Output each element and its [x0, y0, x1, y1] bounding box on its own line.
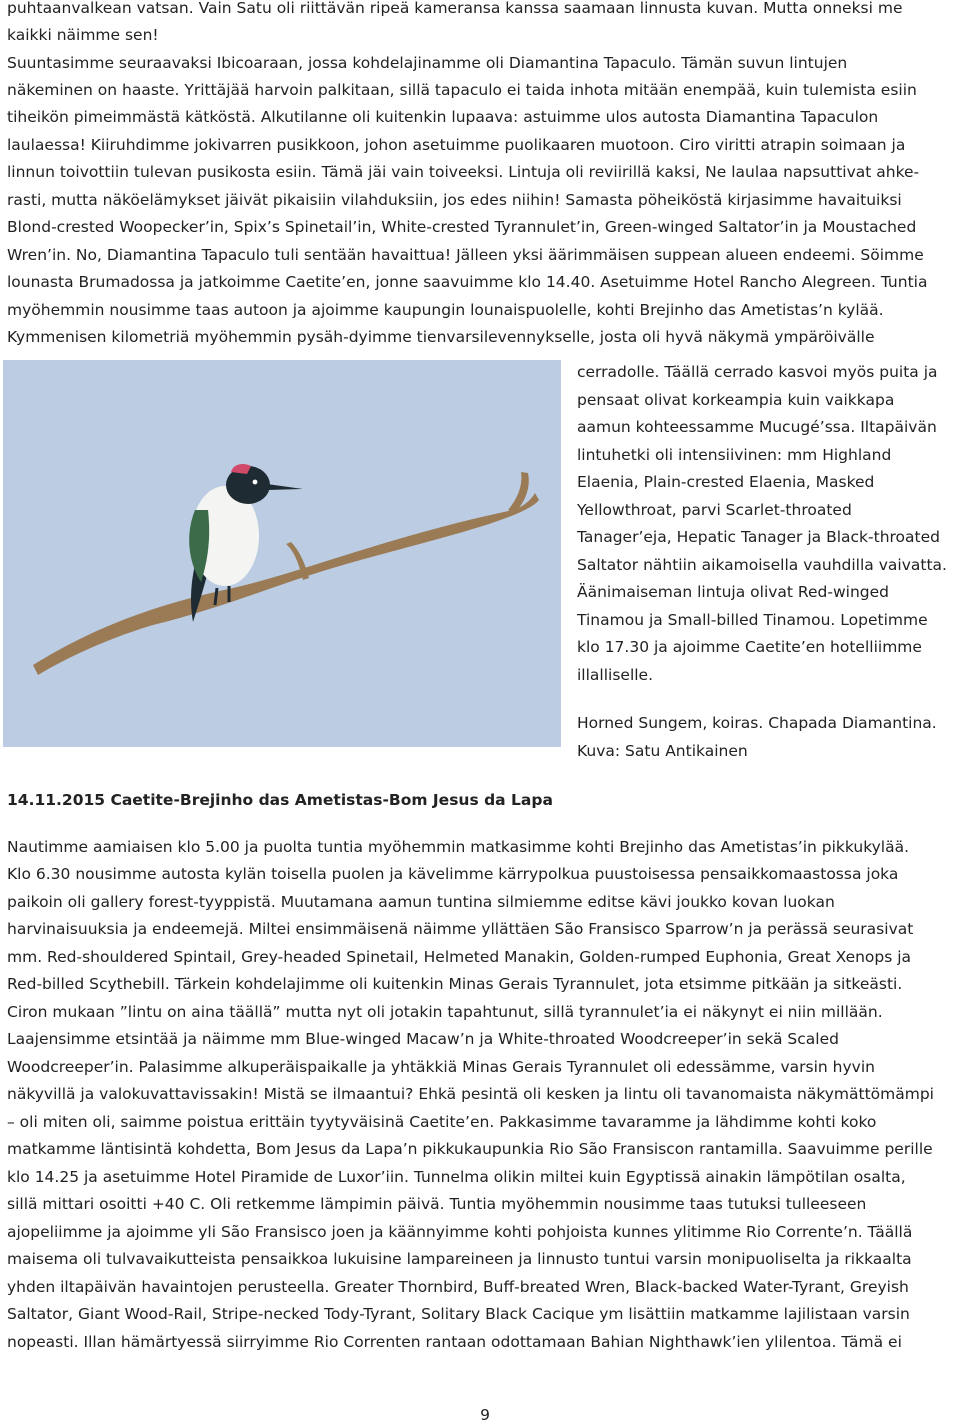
text-line: tiheikön pimeimmästä kätköstä. Alkutilanne oli kuitenkin lupaava: astuimme ulos autosta Diamantina Tapaculon — [7, 108, 879, 126]
text-line: – oli miten oli, saimme poistua erittäin tyytyväisinä Caetite’en. Pakkasimme tavaramme ja lähdimme kohti koko — [7, 1113, 877, 1131]
bird-leg — [215, 588, 217, 605]
text-line: Kymmenisen kilometriä myöhemmin pysäh-dyimme tienvarsilevennykselle, josta oli hyvä näkymä ympäröivälle — [7, 328, 875, 346]
bird-photo — [3, 360, 561, 747]
side-text-line: cerradolle. Täällä cerrado kasvoi myös puita ja — [577, 363, 938, 381]
side-text-line: aamun kohteessamme Mucugé’ssa. Iltapäivän — [577, 418, 937, 436]
text-line: matkamme läntisintä kohdetta, Bom Jesus da Lapa’n pikkukaupunkia Rio São Fransiscon rantamilla. Saavuimme perille — [7, 1140, 933, 1158]
photo-caption: Horned Sungem, koiras. Chapada Diamantina. — [577, 714, 937, 732]
side-text-line: Yellowthroat, parvi Scarlet-throated — [577, 501, 852, 519]
side-text-line: Saltator nähtiin aikamoisella vauhdilla vaivatta. — [577, 556, 947, 574]
horned-sungem-illustration — [3, 360, 561, 747]
text-line: mm. Red-shouldered Spintail, Grey-headed Spinetail, Helmeted Manakin, Golden-rumped Euphonia, Great Xenops ja — [7, 948, 912, 966]
text-line: harvinaisuuksia ja endeemejä. Miltei ensimmäisenä näimme yllättäen São Fransisco Sparrow’n ja perässä seurasivat — [7, 920, 914, 938]
photo-credit: Kuva: Satu Antikainen — [577, 742, 748, 760]
side-text-line: Tanager’eja, Hepatic Tanager ja Black-throated — [577, 528, 940, 546]
side-text-line: pensaat olivat korkeampia kuin vaikkapa — [577, 391, 895, 409]
text-line: näkeminen on haaste. Yrittäjää harvoin palkitaan, sillä tapaculo ei taida inhota mitään enempää, kuin tulemista esiin — [7, 81, 917, 99]
text-line: Red-billed Scythebill. Tärkein kohdelajimme oli kuitenkin Minas Gerais Tyrannulet, jota etsimme pitkään ja sitkeästi. — [7, 975, 903, 993]
side-text-line: Tinamou ja Small-billed Tinamou. Lopetimme — [577, 611, 928, 629]
sky-background — [3, 360, 561, 747]
side-text-line: klo 17.30 ja ajoimme Caetite’en hotelliimme — [577, 638, 922, 656]
text-line: Wren’in. No, Diamantina Tapaculo tuli sentään havaittua! Jälleen yksi äärimmäisen suppean alueen endeemi. Söimme — [7, 246, 924, 264]
text-line: Laajensimme etsintää ja näimme mm Blue-winged Macaw’n ja White-throated Woodcreeper’in sekä Scaled — [7, 1030, 839, 1048]
section-heading: 14.11.2015 Caetite-Brejinho das Ametistas-Bom Jesus da Lapa — [7, 791, 553, 809]
text-line: sillä mittari osoitti +40 C. Oli retkemme lämpimin päivä. Tuntia myöhemmin nousimme taas tutuksi tulleeseen — [7, 1195, 867, 1213]
text-line: klo 14.25 ja asetuimme Hotel Piramide de Luxor’iin. Tunnelma olikin miltei kuin Egyptissä ainakin lämpötilan osalta, — [7, 1168, 906, 1186]
text-line: Saltator, Giant Wood-Rail, Stripe-necked Tody-Tyrant, Solitary Black Cacique ym lisättiin matkamme lajilistaan varsin — [7, 1305, 910, 1323]
text-line: linnun toivottiin tulevan pusikosta esiin. Tämä jäi vain toiveeksi. Lintuja oli reviirillä kaksi, Ne laulaa napsuttivat ahke- — [7, 163, 920, 181]
text-line: kaikki näimme sen! — [7, 26, 159, 44]
text-line: yhden iltapäivän havaintojen perusteella. Greater Thornbird, Buff-breated Wren, Black-backed Water-Tyrant, Greyish — [7, 1278, 909, 1296]
text-line: paikoin oli gallery forest-tyyppistä. Muutamana aamun tuntina silmiemme editse kävi joukko kovan luokan — [7, 893, 835, 911]
page-number: 9 — [480, 1406, 490, 1424]
text-line: Ciron mukaan ”lintu on aina täällä” mutta nyt oli jotakin tapahtunut, sillä tyrannulet’ia ei näkynyt ei niin millään. — [7, 1003, 883, 1021]
side-text-line: lintuhetki oli intensiivinen: mm Highland — [577, 446, 892, 464]
side-text-line: Elaenia, Plain-crested Elaenia, Masked — [577, 473, 875, 491]
text-line: Blond-crested Woopecker’in, Spix’s Spinetail’in, White-crested Tyrannulet’in, Green-winged Saltator’in ja Moustached — [7, 218, 917, 236]
text-line: nopeasti. Illan hämärtyessä siirryimme Rio Correnten rantaan odottamaan Bahian Nighthawk’ien ylilentoa. Tämä ei — [7, 1333, 902, 1351]
text-line: Suuntasimme seuraavaksi Ibicoaraan, jossa kohdelajinamme oli Diamantina Tapaculo. Tämän suvun lintujen — [7, 54, 848, 72]
text-line: näkyvillä ja valokuvattavissakin! Mistä se ilmaantui? Ehkä pesintä oli kesken ja lintu oli tavanomaista näkymättömämpi — [7, 1085, 934, 1103]
text-line: laulaessa! Kiiruhdimme jokivarren pusikkoon, johon asetuimme puolikaaren muotoon. Ciro viritti atrapin soimaan ja — [7, 136, 906, 154]
side-text-line: illalliselle. — [577, 666, 654, 684]
text-line: rasti, mutta näköelämykset jäivät pikaisiin vilahduksiin, jos edes niihin! Samasta pöheiköstä kirjasimme havaituiksi — [7, 191, 902, 209]
text-line: maisema oli tulvavaikutteista pensaikkoa lukuisine lampareineen ja linnusto tuntui varsin monipuoliselta ja rikkaalta — [7, 1250, 912, 1268]
text-line: puhtaanvalkean vatsan. Vain Satu oli riittävän ripeä kameransa kanssa saamaan linnusta kuvan. Mutta onneksi me — [7, 0, 903, 17]
text-line: ajopeliimme ja ajoimme yli São Fransisco joen ja käännyimme kohti pohjoista kunnes ylitimme Rio Corrente’n. Täällä — [7, 1223, 913, 1241]
text-line: myöhemmin nousimme taas autoon ja ajoimme kaupungin lounaispuolelle, kohti Brejinho das Ametistas’n kylää. — [7, 301, 884, 319]
text-line: lounasta Brumadossa ja jatkoimme Caetite’en, jonne saavuimme klo 14.40. Asetuimme Hotel Rancho Alegreen. Tuntia — [7, 273, 928, 291]
bird-eye — [253, 480, 258, 485]
side-text-line: Äänimaiseman lintuja olivat Red-winged — [577, 583, 889, 601]
text-line: Woodcreeper’in. Palasimme alkuperäispaikalle ja yhtäkkiä Minas Gerais Tyrannulet oli edessämme, varsin hyvin — [7, 1058, 875, 1076]
text-line: Klo 6.30 nousimme autosta kylän toisella puolen ja kävelimme kärrypolkua puustoisessa pensaikkomaastossa joka — [7, 865, 899, 883]
text-line: Nautimme aamiaisen klo 5.00 ja puolta tuntia myöhemmin matkasimme kohti Brejinho das Ametistas’in pikkukylää. — [7, 838, 910, 856]
